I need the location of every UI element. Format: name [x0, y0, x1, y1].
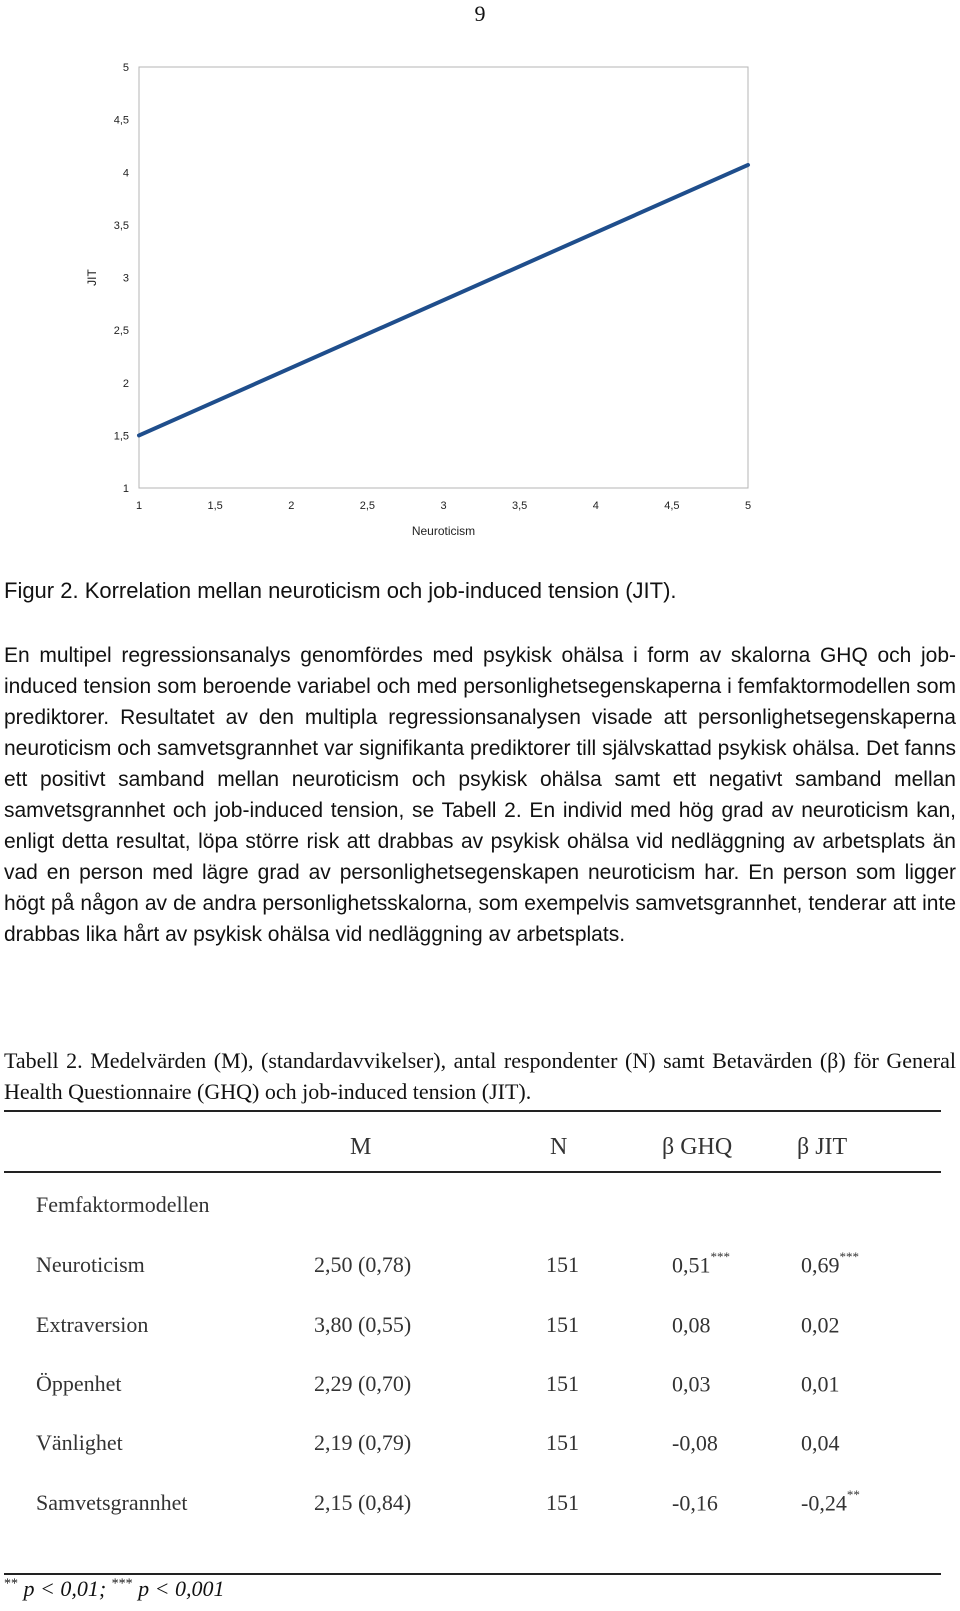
cell-beta-ghq: [672, 1249, 730, 1278]
cell-beta-jit: [801, 1249, 859, 1278]
cell-m: [314, 1490, 411, 1516]
cell-beta-jit-value: 0,69: [801, 1252, 840, 1278]
cell-n-value: 151: [546, 1371, 579, 1396]
cell-m-value: 3,80 (0,55): [314, 1312, 412, 1337]
row-label-value: Samvetsgrannhet: [36, 1490, 188, 1515]
cell-n-value: 151: [546, 1430, 579, 1455]
footnote-text-1: p < 0,01;: [23, 1576, 107, 1601]
footnote-text-2: p < 0,001: [138, 1576, 225, 1601]
cell-n-value: 151: [546, 1252, 579, 1277]
header-beta-ghq: β GHQ: [662, 1134, 733, 1160]
x-tick-label: 5: [744, 500, 752, 512]
cell-beta-ghq: [672, 1430, 718, 1456]
cell-beta-jit-value: 0,01: [801, 1371, 840, 1397]
cell-m: [314, 1252, 411, 1278]
table-footnote: [4, 1576, 225, 1602]
y-tick-label: 5: [122, 62, 129, 74]
cell-n: [546, 1490, 579, 1516]
cell-beta-ghq: [672, 1490, 718, 1516]
cell-n: [546, 1252, 579, 1278]
x-tick-label: 3: [440, 500, 447, 512]
cell-beta-ghq-value: -0,08: [672, 1430, 718, 1456]
plot-area: [139, 67, 748, 488]
row-label-value: Neuroticism: [36, 1252, 145, 1277]
row-label-value: Vänlighet: [36, 1430, 123, 1455]
x-tick-label: 1: [135, 500, 143, 512]
page-number: 9: [474, 1, 486, 26]
row-label: [36, 1252, 145, 1278]
x-tick-label: 4: [592, 500, 599, 512]
footnote-marker-1: **: [4, 1576, 18, 1592]
cell-beta-jit: [801, 1487, 860, 1516]
x-axis-ticks: [136, 500, 751, 512]
cell-beta-ghq: [672, 1312, 711, 1338]
x-tick-label: 1,5: [207, 500, 223, 512]
footnote-marker-2: ***: [111, 1576, 133, 1592]
table-header-rule: [4, 1171, 941, 1173]
cell-beta-ghq-value: 0,03: [672, 1371, 711, 1397]
row-label-value: Extraversion: [36, 1312, 149, 1337]
figure-caption: Figur 2. Korrelation mellan neuroticism och job-induced tension (JIT).: [4, 578, 677, 603]
cell-beta-jit: [801, 1312, 840, 1338]
y-tick-label: 2: [122, 377, 129, 390]
significance-marker: ***: [839, 1249, 859, 1264]
x-tick-label: 3,5: [511, 500, 528, 512]
cell-m-value: 2,19 (0,79): [314, 1430, 412, 1455]
cell-beta-ghq-value: 0,51: [672, 1252, 711, 1278]
table-bottom-rule: [4, 1573, 941, 1575]
table-top-rule: [4, 1110, 941, 1112]
body-paragraph: En multipel regressionsanalys genomfördes med psykisk ohälsa i form av skalorna GHQ och job-induced tension som beroende variabel och med personlighetsegenskaperna i femfaktormodellen som prediktorer. Resultatet av den multipla regressionsanalysen visade att personlighetsegenskaperna neuroticism och samvetsgrannhet var signifikanta prediktorer till självskattad psykisk ohälsa. Det fanns ett positivt samband mellan neuroticism och psykisk ohälsa samt ett negativt samband mellan samvetsgrannhet och job-induced tension, se Tabell 2. En individ med hög grad av neuroticism kan, enligt detta resultat, löpa större risk att drabbas av psykisk ohälsa vid nedläggning av arbetsplats än vad en person med lägre grad av personlighetsegenskapen neuroticism har. En person som ligger högt på någon av de andra personlighetsskalorna, som exempelvis samvetsgrannhet, tenderar att inte drabbas lika hårt av psykisk ohälsa vid nedläggning av arbetsplats.: [4, 644, 956, 946]
cell-beta-jit: [801, 1371, 840, 1397]
cell-beta-ghq-value: -0,16: [672, 1490, 718, 1516]
cell-beta-jit-value: 0,04: [801, 1430, 840, 1456]
y-tick-label: 4: [122, 167, 129, 180]
y-axis-ticks: [114, 62, 129, 495]
x-tick-label: 4,5: [664, 500, 680, 512]
cell-n: [546, 1430, 579, 1456]
significance-marker: **: [846, 1487, 860, 1502]
row-label: [36, 1490, 188, 1516]
cell-m-value: 2,29 (0,70): [314, 1371, 412, 1396]
y-tick-label: 1: [122, 483, 129, 495]
cell-m: [314, 1312, 411, 1338]
y-axis-label: JIT: [85, 269, 99, 286]
cell-beta-jit: [801, 1430, 840, 1456]
row-label: [36, 1371, 122, 1397]
cell-n: [546, 1371, 579, 1397]
row-label-value: Öppenhet: [36, 1371, 122, 1396]
y-tick-label: 4,5: [113, 114, 129, 127]
significance-marker: ***: [710, 1249, 730, 1264]
cell-m: [314, 1371, 411, 1397]
cell-beta-jit-value: -0,24: [801, 1490, 847, 1516]
header-beta-jit: β JIT: [797, 1134, 848, 1160]
cell-m-value: 2,15 (0,84): [314, 1490, 412, 1515]
neuroticism-jit-line-chart: [72, 52, 772, 552]
y-tick-label: 3: [122, 272, 129, 285]
cell-beta-ghq: [672, 1371, 711, 1397]
cell-n-value: 151: [546, 1312, 579, 1337]
cell-beta-ghq-value: 0,08: [672, 1312, 711, 1338]
y-tick-label: 2,5: [113, 325, 129, 338]
header-m: M: [350, 1134, 372, 1160]
section-label: Femfaktormodellen: [36, 1192, 210, 1217]
table-caption: Tabell 2. Medelvärden (M), (standardavvikelser), antal respondenter (N) samt Betavärden (β) för General Health Questionnaire (GHQ) och job-induced tension (JIT).: [4, 1048, 956, 1104]
y-tick-label: 1,5: [113, 430, 129, 443]
cell-m-value: 2,50 (0,78): [314, 1252, 412, 1277]
cell-m: [314, 1430, 411, 1456]
cell-beta-jit-value: 0,02: [801, 1312, 840, 1338]
x-tick-label: 2: [288, 500, 295, 512]
cell-n: [546, 1312, 579, 1338]
cell-n-value: 151: [546, 1490, 579, 1515]
x-tick-label: 2,5: [359, 500, 376, 512]
row-label: [36, 1430, 123, 1456]
row-label: [36, 1312, 148, 1338]
header-n: N: [550, 1134, 568, 1160]
y-tick-label: 3,5: [113, 219, 129, 232]
x-axis-label: Neuroticism: [411, 524, 476, 538]
